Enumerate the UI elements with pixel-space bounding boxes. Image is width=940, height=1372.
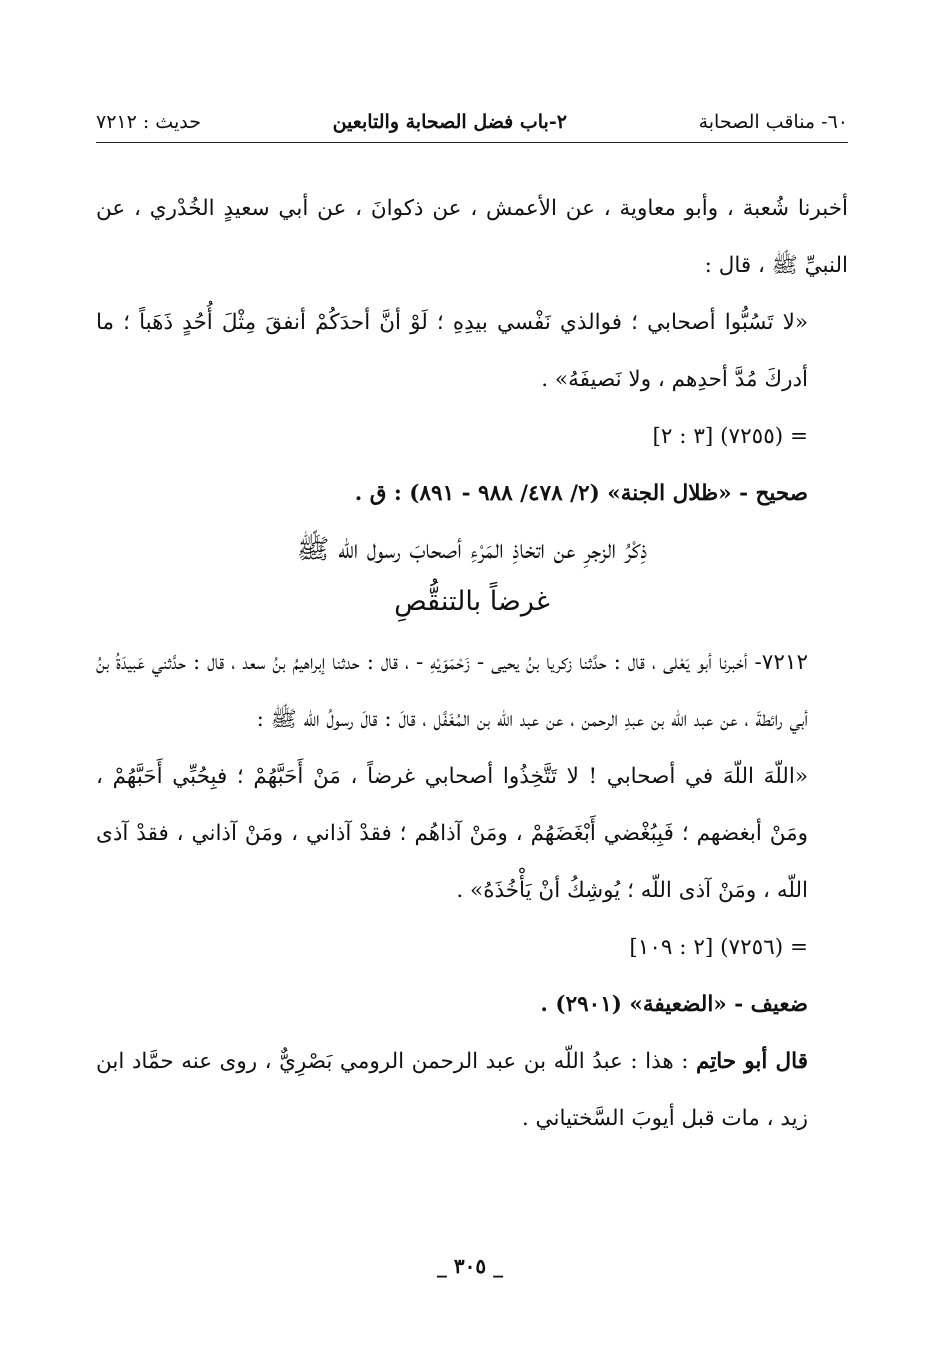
running-header <box>96 102 848 143</box>
grading-2-label: ضعيف <box>750 992 808 1017</box>
grading-2-source: - «الضعيفة» (٢٩٠١) . <box>540 992 751 1017</box>
reference-1: = (٧٢٥٥) [٣ : ٢] <box>652 424 808 449</box>
chapter-heading-line-1: ذِكْرُ الزجرِ عن اتخاذِ المَرْءِ أصحابَ رسول اللّه ﷺ <box>296 534 648 565</box>
grading-1-label: صحيح <box>755 481 808 506</box>
header-hadith-number: حديث : ٧٢١٢ <box>96 111 201 133</box>
grading-1 <box>96 465 848 522</box>
page-number: _ ٣٠٥ _ <box>436 1254 504 1278</box>
hadith-text-1: «لا تَسُبُّوا أصحابي ؛ فوالذي نَفْسي بيدِهِ ؛ لَوْ أنَّ أحدَكُمْ أنفقَ مِثْلَ أُحُدٍ ذَهَباً ؛ ما أدركَ مُدَّ أحدِهم ، ولا نَصيفَهُ» . <box>96 310 808 392</box>
header-section-title: ٦٠- مناقب الصحابة <box>698 111 848 133</box>
header-chapter-title: ٢-باب فضل الصحابة والتابعين <box>332 111 567 133</box>
commentary-text: : هذا : عبدُ اللّه بن عبد الرحمن الرومي بَصْرِيٌّ ، روى عنه حمَّاد ابن زيد ، مات قبل أيوبَ السَّختياني . <box>96 1049 808 1131</box>
chapter-heading <box>96 524 848 628</box>
grading-2 <box>96 976 848 1033</box>
commentary-note <box>96 1033 848 1147</box>
grading-1-source: - «ظلال الجنة» (٢/ ٤٧٨/ ٩٨٨ - ٨٩١) : ق . <box>354 481 756 506</box>
commentary-author: قال أبو حاتِم <box>696 1049 808 1074</box>
page-body <box>96 180 848 1147</box>
reference-2: = (٧٢٥٦) [٢ : ١٠٩] <box>629 935 808 960</box>
hadith-text-2: «اللّهَ اللّهَ في أصحابي ! لا تَتَّخِذُوا أصحابي غرضاً ، مَنْ أَحَبَّهُمْ ؛ فبِحُبِّي أَحَبَّهُمْ ، ومَنْ أبغضهم ؛ فَبِبُغْضي أَبْغَضَهُمْ ، ومَنْ آذاهُم ؛ فقدْ آذاني ، ومَنْ آذاني ، فقدْ آذى اللّه ، ومَنْ آذى اللّه ؛ يُوشِكُ أنْ يَأْخُذَهُ» . <box>96 764 808 903</box>
isnad-paragraph-1: أخبرنا شُعبة ، وأبو معاوية ، عن الأعمش ، عن ذكوانَ ، عن أبي سعيدٍ الخُدْري ، عن النبيِّ ﷺ ، قال : <box>96 196 848 278</box>
isnad-paragraph-2: ٧٢١٢- أخبرنا أبو يَعْلى ، قال : حدَّثنا زكريا بنُ يحيى - زَحْمَوَيْهِ - ، قال : حدثنا إبراهيمُ بنُ سعد ، قال : حدَّثني عَبيدَةُ بنُ أبي رائطةَ ، عن عبد اللّه بن عبدِ الرحمن ، عن عبد اللّه بن المُغَفَّل ، قالَ : قالَ رسولُ اللّه ﷺ : <box>96 650 808 732</box>
chapter-heading-line-2: غرضاً بالتنقُّصِ <box>394 586 550 617</box>
